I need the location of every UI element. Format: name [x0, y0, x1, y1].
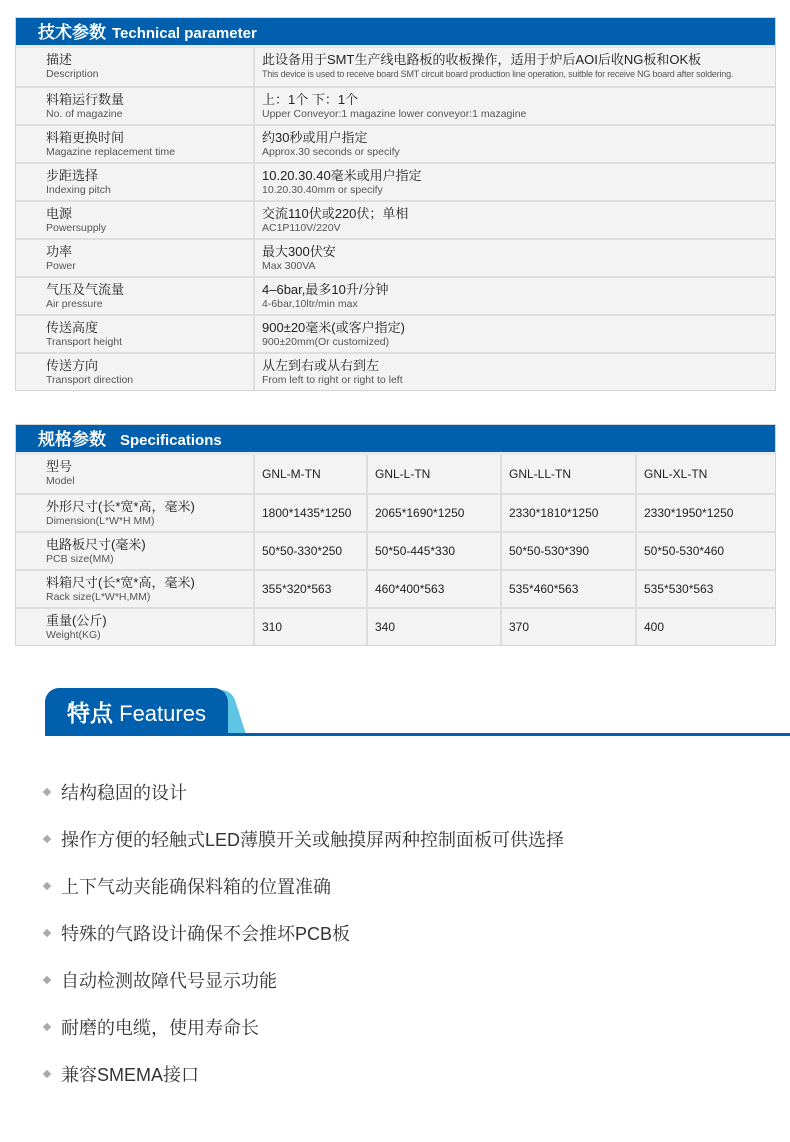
label-zh: 传送方向 — [46, 358, 99, 373]
value-en: Approx.30 seconds or specify — [262, 146, 400, 158]
feature-text: 自动检测故障代号显示功能 — [61, 971, 277, 991]
feature-text: 结构稳固的设计 — [61, 783, 187, 803]
label-zh: 电路板尺寸(毫米) — [46, 537, 146, 552]
spec-value: 50*50-330*250 — [255, 533, 368, 569]
feature-text: 特殊的气路设计确保不会推坏PCB板 — [61, 924, 351, 944]
spec-value: 310 — [255, 609, 368, 645]
spec-value: 2330*1810*1250 — [502, 495, 637, 531]
value-zh: 上：1个 下：1个 — [262, 92, 359, 107]
table-row — [16, 238, 775, 276]
label-zh: 功率 — [46, 244, 73, 259]
param-label — [16, 240, 255, 276]
label-en: Model — [46, 475, 75, 487]
label-zh: 料箱尺寸(长*宽*高，毫米) — [46, 575, 195, 590]
param-label — [16, 278, 255, 314]
table-row — [16, 86, 775, 124]
label-en: Magazine replacement time — [46, 146, 175, 158]
table-row — [16, 352, 775, 390]
param-value — [255, 240, 775, 276]
value-zh: 4–6bar,最多10升/分钟 — [262, 282, 389, 297]
specifications-table — [15, 424, 776, 646]
label-en: Indexing pitch — [46, 184, 111, 196]
value-en: Max 300VA — [262, 260, 316, 272]
label-zh: 料箱运行数量 — [46, 92, 125, 107]
bullet-icon — [43, 1070, 51, 1078]
label-en: PCB size(MM) — [46, 553, 114, 565]
label-en: Dimension(L*W*H MM) — [46, 515, 155, 527]
value-zh: 最大300伏安 — [262, 244, 336, 259]
label-zh: 电源 — [46, 206, 73, 221]
divider — [45, 733, 790, 736]
bullet-icon — [43, 929, 51, 937]
title-en: Specifications — [120, 432, 222, 449]
label-zh: 传送高度 — [46, 320, 99, 335]
spec-value: GNL-XL-TN — [644, 467, 708, 481]
spec-value: 400 — [644, 620, 665, 634]
param-value — [255, 126, 775, 162]
label-zh: 步距选择 — [46, 168, 99, 183]
title-zh: 特点 — [67, 700, 113, 726]
table-row — [16, 314, 775, 352]
label-en: Transport direction — [46, 374, 134, 386]
bullet-icon — [43, 835, 51, 843]
param-value — [255, 316, 775, 352]
param-label — [16, 88, 255, 124]
table-row — [16, 569, 775, 607]
feature-item — [44, 1014, 259, 1040]
spec-value: 2065*1690*1250 — [368, 495, 502, 531]
bullet-icon — [43, 788, 51, 796]
spec-value: 50*50-530*390 — [502, 533, 637, 569]
param-value — [255, 48, 775, 86]
spec-value: GNL-M-TN — [255, 455, 368, 493]
table-row — [16, 493, 775, 531]
table-row — [16, 162, 775, 200]
value-zh: 交流110伏或220伏；单相 — [262, 206, 409, 221]
bullet-icon — [43, 882, 51, 890]
spec-value: 2330*1950*1250 — [644, 506, 734, 520]
feature-item — [44, 967, 277, 993]
feature-item — [44, 826, 564, 852]
bullet-icon — [43, 976, 51, 984]
feature-item — [44, 920, 350, 946]
spec-value: GNL-L-TN — [368, 455, 502, 493]
label-en: Air pressure — [46, 298, 103, 310]
spec-value: 1800*1435*1250 — [255, 495, 368, 531]
spec-value: 50*50-445*330 — [368, 533, 502, 569]
param-value — [255, 164, 775, 200]
table-header — [16, 18, 775, 48]
param-label — [16, 126, 255, 162]
label-zh: 料箱更换时间 — [46, 130, 125, 145]
title-zh: 技术参数 — [38, 23, 106, 42]
features-tab — [45, 688, 228, 735]
label-en: Transport height — [46, 336, 123, 348]
param-value — [255, 278, 775, 314]
feature-item — [44, 1061, 199, 1087]
table-row — [16, 276, 775, 314]
label-zh: 外形尺寸(长*宽*高，毫米) — [46, 499, 195, 514]
param-label — [16, 316, 255, 352]
feature-text: 操作方便的轻触式LED薄膜开关或触摸屏两种控制面板可供选择 — [61, 830, 565, 850]
spec-value: 340 — [368, 609, 502, 645]
spec-label — [16, 455, 255, 493]
label-en: Rack size(L*W*H,MM) — [46, 591, 151, 603]
value-en: Upper Conveyor:1 magazine lower conveyor:1 mazagine — [262, 108, 527, 120]
label-en: No. of magazine — [46, 108, 123, 120]
label-en: Power — [46, 260, 76, 272]
table-row — [16, 607, 775, 645]
label-zh: 型号 — [46, 459, 73, 474]
value-zh: 10.20.30.40毫米或用户指定 — [262, 168, 422, 183]
bullet-icon — [43, 1023, 51, 1031]
spec-value: 50*50-530*460 — [644, 544, 725, 558]
param-label — [16, 164, 255, 200]
value-zh: 此设备用于SMT生产线电路板的收板操作，适用于炉后AOI后收NG板和OK板 — [262, 52, 702, 67]
param-label — [16, 48, 255, 86]
value-zh: 900±20毫米(或客户指定) — [262, 320, 405, 335]
table-header — [16, 425, 775, 455]
spec-label — [16, 609, 255, 645]
label-zh: 气压及气流量 — [46, 282, 125, 297]
value-en: From left to right or right to left — [262, 374, 403, 386]
title-en: Technical parameter — [112, 25, 257, 42]
feature-text: 兼容SMEMA接口 — [61, 1065, 200, 1085]
title-zh: 规格参数 — [38, 430, 106, 449]
spec-value: GNL-LL-TN — [502, 455, 637, 493]
table-row — [16, 455, 775, 493]
table-row — [16, 48, 775, 86]
spec-value: 355*320*563 — [255, 571, 368, 607]
value-en: 4-6bar,10ltr/min max — [262, 298, 358, 310]
param-value — [255, 88, 775, 124]
value-zh: 从左到右或从右到左 — [262, 358, 380, 373]
feature-item — [44, 779, 187, 805]
value-zh: 约30秒或用户指定 — [262, 130, 368, 145]
feature-text: 上下气动夹能确保料箱的位置准确 — [61, 877, 331, 897]
label-en: Weight(KG) — [46, 629, 101, 641]
label-en: Powersupply — [46, 222, 107, 234]
param-label — [16, 202, 255, 238]
spec-label — [16, 533, 255, 569]
param-value — [255, 354, 775, 390]
spec-value: 535*460*563 — [502, 571, 637, 607]
label-zh: 描述 — [46, 52, 73, 67]
spec-label — [16, 495, 255, 531]
technical-parameter-table — [15, 17, 776, 391]
value-en: 10.20.30.40mm or specify — [262, 184, 383, 196]
spec-value: 460*400*563 — [368, 571, 502, 607]
title-en: Features — [119, 701, 206, 726]
param-value — [255, 202, 775, 238]
table-row — [16, 200, 775, 238]
table-row — [16, 124, 775, 162]
value-en: This device is used to receive board SMT circuit board production line operation, suitble for receive NG board after soldering. — [262, 69, 734, 79]
label-en: Description — [46, 68, 99, 80]
feature-text: 耐磨的电缆，使用寿命长 — [61, 1018, 259, 1038]
feature-item — [44, 873, 331, 899]
value-en: 900±20mm(Or customized) — [262, 336, 390, 348]
value-en: AC1P110V/220V — [262, 222, 341, 234]
spec-label — [16, 571, 255, 607]
table-row — [16, 531, 775, 569]
spec-value: 370 — [502, 609, 637, 645]
label-zh: 重量(公斤) — [46, 613, 107, 628]
param-label — [16, 354, 255, 390]
spec-value: 535*530*563 — [644, 582, 714, 596]
